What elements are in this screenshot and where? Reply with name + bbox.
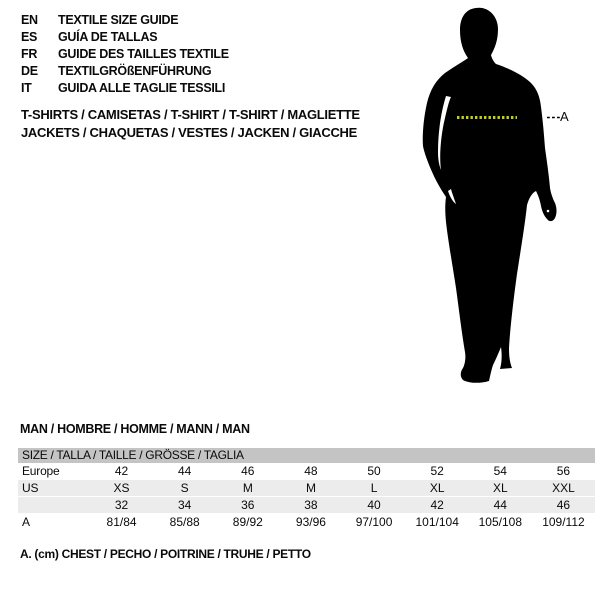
category-block [21,106,360,142]
table-cell: M [305,481,316,495]
table-cell: 46 [556,498,571,512]
language-line-es [21,28,229,45]
category-tshirts: T-SHIRTS / CAMISETAS / T-SHIRT / T-SHIRT / MAGLIETTE [21,107,360,122]
row-label: US [22,481,39,495]
table-cell: XL [492,481,508,495]
language-label: GUIDE DES TAILLES TEXTILE [58,46,229,61]
language-code: ES [21,29,38,44]
table-cell: XXL [552,481,575,495]
table-cell: M [242,481,253,495]
size-table-header: SIZE / TALLA / TAILLE / GRÖSSE / TAGLIA [18,448,595,463]
table-cell: 109/112 [542,515,585,529]
row-label: Europe [22,464,60,478]
language-code: EN [21,12,38,27]
language-label: GUIDA ALLE TAGLIE TESSILI [58,80,226,95]
language-line-de [21,62,229,79]
table-cell: 52 [430,464,444,478]
table-cell: 85/88 [169,515,200,529]
table-cell: 38 [304,498,318,512]
language-title-list [21,11,229,96]
row-label: A [22,515,30,529]
table-cell: 81/84 [106,515,137,529]
table-cell: 36 [241,498,255,512]
table-cell: 32 [114,498,129,512]
language-line-it [21,79,229,96]
table-cell: 54 [493,464,507,478]
table-cell: 42 [114,464,129,478]
table-cell: 105/108 [478,515,522,529]
language-label: TEXTILGRÖßENFÜHRUNG [58,63,212,78]
table-cell: S [180,481,189,495]
table-cell: 44 [178,464,192,478]
silhouette-path [423,8,557,383]
table-cell: XL [429,481,445,495]
language-label: GUÍA DE TALLAS [58,29,158,44]
table-cell: 101/104 [415,515,459,529]
size-table [18,448,595,531]
table-cell: 40 [367,498,381,512]
table-cell: XS [113,481,130,495]
measurement-a-label: A [560,109,569,124]
table-row-europe [18,463,595,480]
table-cell: 42 [430,498,444,512]
gender-heading: MAN / HOMBRE / HOMME / MANN / MAN [20,422,250,436]
hand-knuckle-mark [547,210,550,213]
table-cell: 46 [241,464,255,478]
table-cell: 50 [367,464,381,478]
man-silhouette-figure [360,0,600,420]
man-silhouette-svg [360,0,600,420]
language-line-en [21,11,229,28]
table-cell: 89/92 [232,515,263,529]
table-cell: 48 [304,464,318,478]
language-line-fr [21,45,229,62]
language-code: IT [21,80,32,95]
category-jackets: JACKETS / CHAQUETAS / VESTES / JACKEN / GIACCHE [21,125,357,140]
language-code: FR [21,46,38,61]
language-label: TEXTILE SIZE GUIDE [58,12,179,27]
table-row-chest-cm [18,514,595,531]
table-row-us [18,480,595,497]
table-cell: 93/96 [295,515,326,529]
measurement-legend: A. (cm) CHEST / PECHO / POITRINE / TRUHE / PETTO [20,547,311,561]
table-cell: 44 [493,498,507,512]
table-cell: L [370,481,378,495]
language-code: DE [21,63,38,78]
table-cell: 97/100 [355,515,393,529]
table-cell: 56 [556,464,571,478]
table-cell: 34 [178,498,192,512]
table-row-numeric [18,497,595,514]
